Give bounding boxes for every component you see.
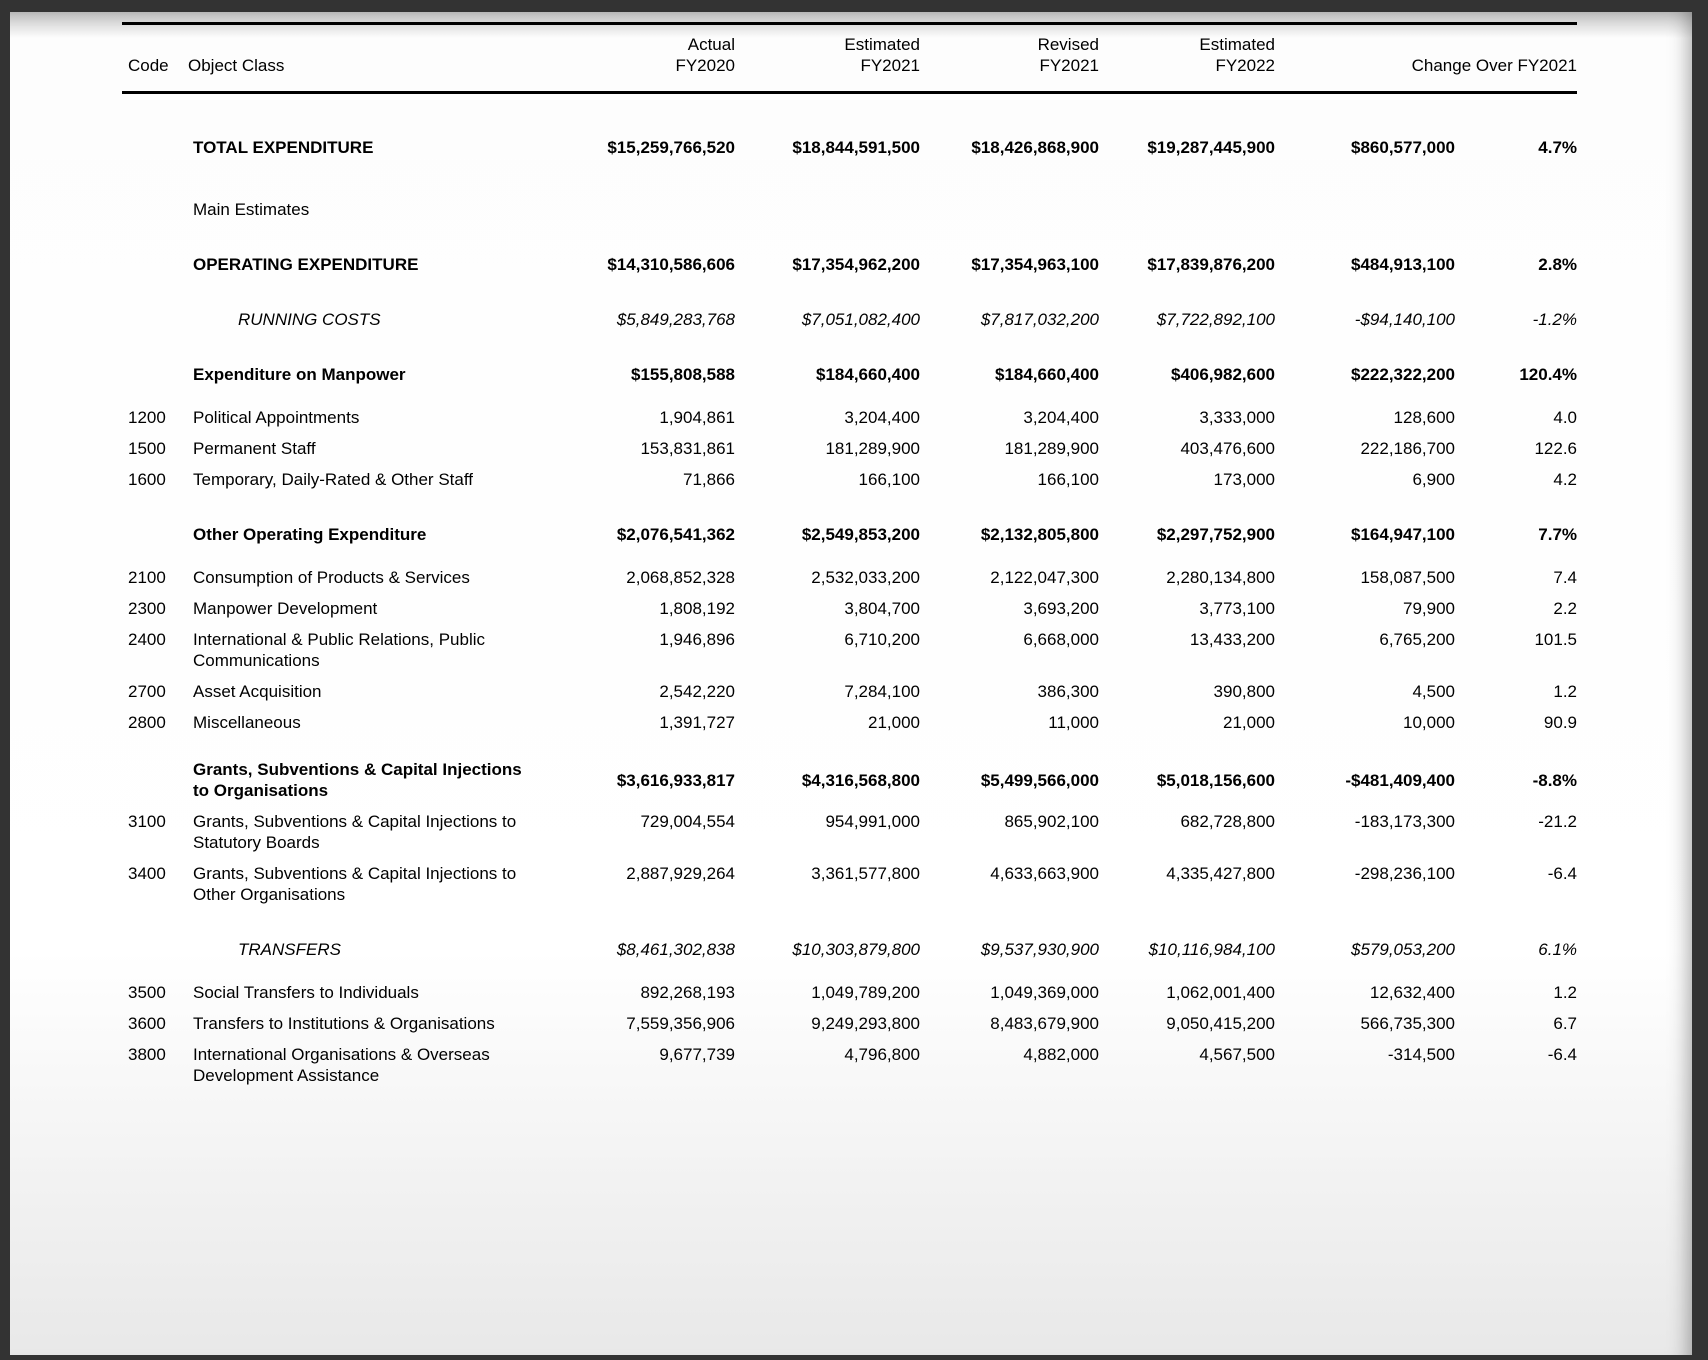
label-cell: Transfers to Institutions & Organisations xyxy=(193,1014,495,1033)
value-cell-actual-fy2020: 892,268,193 xyxy=(640,983,735,1002)
value-cell xyxy=(538,163,735,225)
table-row-2100 xyxy=(122,550,1577,593)
value-cell-change: -$94,140,100 xyxy=(1354,310,1455,329)
value-cell-actual-fy2020: $14,310,586,606 xyxy=(607,255,735,274)
value-cell-estimated-fy2022: 3,333,000 xyxy=(1199,408,1275,427)
value-cell-revised-fy2021: 11,000 xyxy=(1048,713,1099,732)
value-cell-change-pct: 2.2 xyxy=(1553,599,1578,618)
value-cell xyxy=(735,163,920,225)
value-cell-estimated-fy2021: 4,796,800 xyxy=(844,1045,920,1064)
value-cell-estimated-fy2022: $5,018,156,600 xyxy=(1156,770,1275,790)
value-cell-estimated-fy2021: 166,100 xyxy=(858,470,920,489)
value-cell-actual-fy2020: $3,616,933,817 xyxy=(616,770,735,790)
table-row-3500 xyxy=(122,965,1577,1008)
value-cell-actual-fy2020: $2,076,541,362 xyxy=(616,525,735,544)
value-cell-estimated-fy2021: 21,000 xyxy=(868,713,920,732)
code-cell xyxy=(122,910,188,965)
table-row-3800 xyxy=(122,1039,1577,1091)
table-row-running-costs xyxy=(122,280,1577,335)
table-row-1600 xyxy=(122,464,1577,495)
value-cell-revised-fy2021: $2,132,805,800 xyxy=(980,525,1099,544)
value-cell-change: 6,900 xyxy=(1412,470,1455,489)
value-cell-change-pct: 122.6 xyxy=(1534,439,1578,458)
value-cell-actual-fy2020: 9,677,739 xyxy=(659,1045,735,1064)
label-cell: RUNNING COSTS xyxy=(238,310,381,329)
code-cell: 3400 xyxy=(128,864,166,883)
value-cell-estimated-fy2021: 954,991,000 xyxy=(825,812,920,831)
label-cell: Manpower Development xyxy=(193,599,378,618)
value-cell-estimated-fy2022: 9,050,415,200 xyxy=(1166,1014,1275,1033)
table-row-operating-expenditure xyxy=(122,225,1577,280)
value-cell-estimated-fy2021: $18,844,591,500 xyxy=(792,138,920,157)
value-cell-estimated-fy2022: $7,722,892,100 xyxy=(1156,310,1275,329)
value-cell-actual-fy2020: 1,904,861 xyxy=(659,408,735,427)
value-cell-estimated-fy2022: 4,335,427,800 xyxy=(1166,864,1275,883)
value-cell-revised-fy2021: 4,882,000 xyxy=(1023,1045,1099,1064)
label-cell: International Organisations & Overseas Development Assistance xyxy=(193,1045,490,1085)
value-cell-change: $164,947,100 xyxy=(1351,525,1455,544)
value-cell-change: -298,236,100 xyxy=(1354,864,1455,883)
value-cell-estimated-fy2021: 3,804,700 xyxy=(844,599,920,618)
table-row-3600 xyxy=(122,1008,1577,1039)
value-cell-change: -$481,409,400 xyxy=(1345,770,1455,790)
col-header-line2: FY2021 xyxy=(860,56,920,75)
table-row-3100 xyxy=(122,806,1577,858)
code-cell: 3600 xyxy=(128,1014,166,1033)
value-cell-change: -183,173,300 xyxy=(1354,812,1455,831)
value-cell-change-pct: 6.1% xyxy=(1538,940,1578,959)
value-cell-change-pct: 7.7% xyxy=(1538,525,1578,544)
col-header-revised-fy2021 xyxy=(920,24,1099,93)
value-cell-actual-fy2020: $5,849,283,768 xyxy=(616,310,735,329)
code-cell: 1200 xyxy=(128,408,166,427)
table-row-1500 xyxy=(122,433,1577,464)
col-header-line1: Estimated xyxy=(1199,35,1275,54)
table-row-2800 xyxy=(122,707,1577,738)
col-header-line1: Actual xyxy=(687,35,735,54)
value-cell-change-pct: 1.2 xyxy=(1553,682,1578,701)
value-cell-change: $860,577,000 xyxy=(1351,138,1455,157)
value-cell-change-pct: 4.2 xyxy=(1553,470,1578,489)
value-cell-change-pct: -1.2% xyxy=(1532,310,1578,329)
value-cell-estimated-fy2021: $17,354,962,200 xyxy=(792,255,920,274)
label-cell: Political Appointments xyxy=(193,408,360,427)
value-cell-estimated-fy2021: 6,710,200 xyxy=(844,630,920,649)
value-cell-estimated-fy2021: $4,316,568,800 xyxy=(801,770,920,790)
col-header-line2: FY2021 xyxy=(1039,56,1099,75)
label-cell: Miscellaneous xyxy=(193,713,301,732)
value-cell-actual-fy2020: 729,004,554 xyxy=(640,812,735,831)
col-header-change-over-fy2021: Change Over FY2021 xyxy=(1275,24,1577,93)
value-cell-estimated-fy2021: 3,361,577,800 xyxy=(811,864,920,883)
value-cell-revised-fy2021: $18,426,868,900 xyxy=(971,138,1099,157)
value-cell-change-pct: 2.8% xyxy=(1538,255,1578,274)
value-cell-actual-fy2020: 2,068,852,328 xyxy=(626,568,735,587)
value-cell-actual-fy2020: 1,808,192 xyxy=(659,599,735,618)
code-cell: 2400 xyxy=(128,630,166,649)
col-header-estimated-fy2022 xyxy=(1099,24,1275,93)
value-cell-actual-fy2020: $155,808,588 xyxy=(631,365,735,384)
value-cell-estimated-fy2021: 3,204,400 xyxy=(844,408,920,427)
col-header-actual-fy2020 xyxy=(538,24,735,93)
value-cell xyxy=(920,163,1099,225)
value-cell-revised-fy2021: 8,483,679,900 xyxy=(990,1014,1099,1033)
value-cell-change-pct: -6.4 xyxy=(1547,1045,1578,1064)
value-cell-change-pct: -8.8% xyxy=(1532,770,1578,790)
label-cell: Grants, Subventions & Capital Injections to Statutory Boards xyxy=(193,812,517,852)
value-cell-estimated-fy2022: 3,773,100 xyxy=(1199,599,1275,618)
value-cell-revised-fy2021: $7,817,032,200 xyxy=(980,310,1099,329)
value-cell-estimated-fy2022: 13,433,200 xyxy=(1189,630,1275,649)
value-cell-estimated-fy2021: 1,049,789,200 xyxy=(811,983,920,1002)
header-row xyxy=(122,24,1577,93)
value-cell-change-pct: 7.4 xyxy=(1553,568,1578,587)
value-cell-revised-fy2021: $5,499,566,000 xyxy=(980,770,1099,790)
value-cell-change-pct: 101.5 xyxy=(1534,630,1578,649)
col-header-line2: FY2022 xyxy=(1215,56,1275,75)
value-cell-change-pct: -6.4 xyxy=(1547,864,1578,883)
label-cell: TOTAL EXPENDITURE xyxy=(193,138,374,157)
value-cell-revised-fy2021: 1,049,369,000 xyxy=(990,983,1099,1002)
value-cell-change: 566,735,300 xyxy=(1360,1014,1455,1033)
code-cell: 1500 xyxy=(128,439,166,458)
code-header: Code xyxy=(122,24,188,93)
value-cell-estimated-fy2022: 403,476,600 xyxy=(1180,439,1275,458)
value-cell-estimated-fy2022: $17,839,876,200 xyxy=(1147,255,1275,274)
value-cell-estimated-fy2021: 181,289,900 xyxy=(825,439,920,458)
value-cell-estimated-fy2022: $10,116,984,100 xyxy=(1148,940,1275,959)
table-row-grants-subventions-capital-injections xyxy=(122,738,1577,806)
code-cell: 3100 xyxy=(128,812,166,831)
value-cell-estimated-fy2022: 2,280,134,800 xyxy=(1166,568,1275,587)
expenditure-table xyxy=(122,22,1577,1091)
label-cell: Temporary, Daily-Rated & Other Staff xyxy=(193,470,473,489)
value-cell-change: -314,500 xyxy=(1387,1045,1455,1064)
value-cell-estimated-fy2021: 2,532,033,200 xyxy=(811,568,920,587)
label-cell: Consumption of Products & Services xyxy=(193,568,470,587)
value-cell-actual-fy2020: 2,887,929,264 xyxy=(626,864,735,883)
value-cell-revised-fy2021: 166,100 xyxy=(1037,470,1099,489)
col-header-line2: FY2020 xyxy=(675,56,735,75)
table-row-2300 xyxy=(122,593,1577,624)
value-cell-estimated-fy2022: 21,000 xyxy=(1223,713,1275,732)
value-cell-actual-fy2020: $8,461,302,838 xyxy=(616,940,735,959)
label-cell: Other Operating Expenditure xyxy=(193,525,427,544)
value-cell-actual-fy2020: 2,542,220 xyxy=(659,682,735,701)
value-cell-actual-fy2020: 1,946,896 xyxy=(659,630,735,649)
value-cell-change: 10,000 xyxy=(1403,713,1455,732)
code-cell xyxy=(122,335,188,390)
code-cell: 2100 xyxy=(128,568,166,587)
value-cell-estimated-fy2022: $406,982,600 xyxy=(1171,365,1275,384)
value-cell-estimated-fy2022: 390,800 xyxy=(1213,682,1275,701)
code-cell xyxy=(122,495,188,550)
table-body xyxy=(122,93,1577,1092)
value-cell-revised-fy2021: 865,902,100 xyxy=(1004,812,1099,831)
table-row-transfers xyxy=(122,910,1577,965)
code-cell xyxy=(122,93,188,164)
value-cell-revised-fy2021: $17,354,963,100 xyxy=(971,255,1099,274)
value-cell-change-pct: -21.2 xyxy=(1538,812,1578,831)
label-cell: Expenditure on Manpower xyxy=(193,365,406,384)
value-cell-change-pct: 4.7% xyxy=(1538,138,1578,157)
table-row-2400 xyxy=(122,624,1577,676)
value-cell-estimated-fy2022: 4,567,500 xyxy=(1199,1045,1275,1064)
value-cell-actual-fy2020: 153,831,861 xyxy=(640,439,735,458)
table-row-other-operating-expenditure xyxy=(122,495,1577,550)
value-cell-revised-fy2021: 181,289,900 xyxy=(1004,439,1099,458)
code-cell xyxy=(122,738,188,806)
value-cell-change: 12,632,400 xyxy=(1369,983,1455,1002)
object-class-header: Object Class xyxy=(188,24,538,93)
label-cell: Social Transfers to Individuals xyxy=(193,983,419,1002)
value-cell-revised-fy2021: 4,633,663,900 xyxy=(990,864,1099,883)
value-cell xyxy=(1099,163,1275,225)
value-cell-estimated-fy2021: 9,249,293,800 xyxy=(811,1014,920,1033)
value-cell xyxy=(1275,163,1455,225)
value-cell xyxy=(1455,163,1577,225)
value-cell-estimated-fy2022: 173,000 xyxy=(1213,470,1275,489)
value-cell-change: 4,500 xyxy=(1412,682,1455,701)
value-cell-change-pct: 1.2 xyxy=(1553,983,1578,1002)
table-row-expenditure-on-manpower xyxy=(122,335,1577,390)
code-cell xyxy=(122,163,188,225)
label-cell: Grants, Subventions & Capital Injections to Organisations xyxy=(193,760,522,800)
value-cell-revised-fy2021: $184,660,400 xyxy=(995,365,1099,384)
value-cell-change: 128,600 xyxy=(1393,408,1455,427)
value-cell-actual-fy2020: $15,259,766,520 xyxy=(607,138,735,157)
value-cell-actual-fy2020: 1,391,727 xyxy=(659,713,735,732)
label-cell: TRANSFERS xyxy=(238,940,341,959)
value-cell-estimated-fy2022: 1,062,001,400 xyxy=(1166,983,1275,1002)
code-cell: 2300 xyxy=(128,599,166,618)
table-row-main-estimates xyxy=(122,163,1577,225)
value-cell-estimated-fy2022: $19,287,445,900 xyxy=(1147,138,1275,157)
value-cell-change: $484,913,100 xyxy=(1351,255,1455,274)
table-row-1200 xyxy=(122,390,1577,433)
value-cell-actual-fy2020: 7,559,356,906 xyxy=(626,1014,735,1033)
code-cell xyxy=(122,225,188,280)
value-cell-change: 6,765,200 xyxy=(1379,630,1455,649)
value-cell-change: 158,087,500 xyxy=(1360,568,1455,587)
code-cell: 1600 xyxy=(128,470,166,489)
value-cell-estimated-fy2021: $10,303,879,800 xyxy=(792,940,920,959)
table-row-total-expenditure xyxy=(122,93,1577,164)
value-cell-revised-fy2021: 3,204,400 xyxy=(1023,408,1099,427)
value-cell-revised-fy2021: 3,693,200 xyxy=(1023,599,1099,618)
value-cell-change-pct: 6.7 xyxy=(1553,1014,1578,1033)
value-cell-estimated-fy2021: 7,284,100 xyxy=(844,682,920,701)
value-cell-change-pct: 90.9 xyxy=(1543,713,1578,732)
label-cell: Permanent Staff xyxy=(193,439,316,458)
table-row-2700 xyxy=(122,676,1577,707)
code-cell: 3500 xyxy=(128,983,166,1002)
value-cell-actual-fy2020: 71,866 xyxy=(683,470,735,489)
label-cell: International & Public Relations, Public Communications xyxy=(193,630,485,670)
table-row-3400 xyxy=(122,858,1577,910)
code-cell xyxy=(122,280,188,335)
value-cell-estimated-fy2021: $184,660,400 xyxy=(816,365,920,384)
col-header-line1: Estimated xyxy=(844,35,920,54)
value-cell-estimated-fy2021: $7,051,082,400 xyxy=(801,310,920,329)
value-cell-estimated-fy2021: $2,549,853,200 xyxy=(801,525,920,544)
label-cell: Grants, Subventions & Capital Injections to Other Organisations xyxy=(193,864,517,904)
value-cell-change-pct: 120.4% xyxy=(1519,365,1578,384)
value-cell-estimated-fy2022: 682,728,800 xyxy=(1180,812,1275,831)
col-header-estimated-fy2021 xyxy=(735,24,920,93)
value-cell-estimated-fy2022: $2,297,752,900 xyxy=(1156,525,1275,544)
value-cell-revised-fy2021: $9,537,930,900 xyxy=(980,940,1099,959)
code-cell: 2700 xyxy=(128,682,166,701)
value-cell-revised-fy2021: 386,300 xyxy=(1037,682,1099,701)
document-page xyxy=(10,12,1692,1355)
label-cell: Main Estimates xyxy=(193,200,310,219)
value-cell-change-pct: 4.0 xyxy=(1553,408,1578,427)
value-cell-revised-fy2021: 6,668,000 xyxy=(1023,630,1099,649)
code-cell: 2800 xyxy=(128,713,166,732)
label-cell: OPERATING EXPENDITURE xyxy=(193,255,419,274)
value-cell-change: $579,053,200 xyxy=(1351,940,1455,959)
table-header xyxy=(122,24,1577,93)
col-header-line1: Revised xyxy=(1037,35,1099,54)
code-cell: 3800 xyxy=(128,1045,166,1064)
value-cell-change: $222,322,200 xyxy=(1351,365,1455,384)
value-cell-change: 79,900 xyxy=(1403,599,1455,618)
value-cell-revised-fy2021: 2,122,047,300 xyxy=(990,568,1099,587)
value-cell-change: 222,186,700 xyxy=(1360,439,1455,458)
label-cell: Asset Acquisition xyxy=(193,682,322,701)
